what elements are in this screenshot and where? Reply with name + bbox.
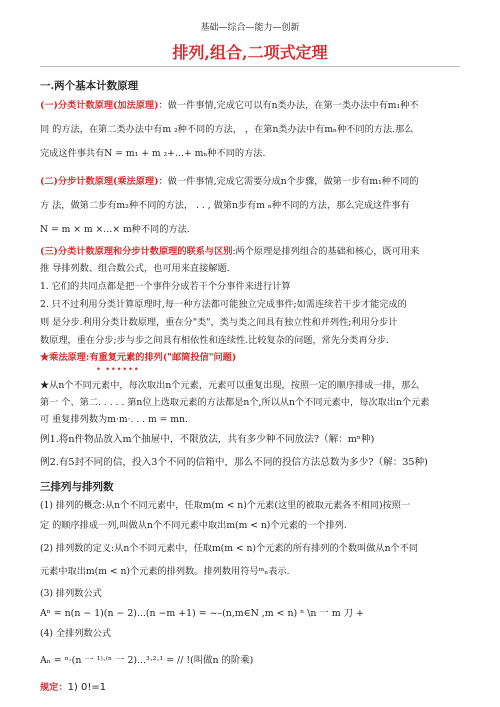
text: ：做一件事情,完成它需要分成n个步骤，做第一步有m₁种不同的 — [158, 176, 419, 187]
paragraph-line — [40, 176, 419, 188]
paragraph-line: N = m × m ×…× m种不同的方法. — [40, 224, 190, 235]
paragraph-line: 方 法，做第二步有m₂种不同的方法， . . , 做第n步有m ₙ种不同的方法，那么完成这件事有 — [40, 200, 410, 211]
formula: Aₙ = ⁿ·(n 一 ¹⁾·⁽ⁿ 一 2)...³·²·¹ = // !(叫做n 的阶乘) — [40, 655, 254, 666]
text: :两个原理是排列组合的基础和核心，既可用来 — [232, 246, 420, 257]
paragraph-line: 定 的顺序排成一列,叫做从n个不同元素中取出m(m < n)个元素的一个排列. — [40, 520, 347, 531]
term-label: (一)分类计数原理(加法原理) — [40, 100, 159, 111]
section-heading: 三排列与排列数 — [40, 481, 114, 493]
paragraph-line: 可 重复排列数为m·m·. . . m = mn. — [40, 414, 188, 425]
paragraph-line: 元素中取出m(m < n)个元素的排列数。排列数用符号ᵐₙ表示. — [40, 566, 290, 577]
example-line: 例2.有5封不同的信，投入3个不同的信箱中，那么不同的投信方法总数为多少?（解：35种) — [40, 457, 428, 468]
paragraph-line: (3) 排列数公式 — [40, 588, 102, 599]
kicker: 基础—综合—能力—创新 — [200, 23, 300, 33]
paragraph-line: 第一 个、第二. . . . . 第n位上选取元素的方法都是n个,所以从n个不同元素中，每次取出n个元素 — [40, 397, 430, 408]
paragraph-line: 1. 它们的共同点都是把一个事件分成若干个分事件来进行计算 — [40, 281, 291, 292]
term-label: (二)分步计数原理(乘法原理) — [40, 176, 159, 187]
formula: Aⁿ = n(n − 1)(n − 2)...(n −m +1) = ~–(n,m∈N ,m < n) ⁿ \n 一 m 刀 + — [40, 608, 364, 619]
title-rule — [40, 66, 460, 67]
emphasis-dots: • •••••• — [96, 365, 140, 374]
term-label: (三)分类计数原理和分步计数原理的联系与区别 — [40, 246, 233, 257]
rule-label: 规定： — [40, 682, 68, 693]
paragraph-line: 同 的方法，在第二类办法中有m ₂种不同的方法， ，在第n类办法中有mₙ种不同的方法.那么 — [40, 124, 414, 135]
rule-line — [40, 682, 106, 694]
paragraph-line: 2. 只不过利用分类计算原理时,每一种方法都可能独立完成事件;如需连续若干步才能完成的 — [40, 299, 407, 310]
paragraph-line — [40, 246, 419, 258]
section-heading: 一.两个基本计数原理 — [40, 80, 139, 92]
paragraph-line: 则 是分步.利用分类计数原理，重在分"类"，类与类之间具有独立性和并列性;利用分步计 — [40, 317, 398, 328]
rule-value: 1) 0!=1 — [67, 682, 107, 693]
paragraph-line: (1) 排列的概念:从n个不同元素中，任取m(m < n)个元素(这里的被取元素各不相同)按照一 — [40, 500, 411, 511]
example-line: 例1.将n件物品放入m个抽屉中，不限放法，共有多少种不同放法?（解：mⁿ种) — [40, 434, 375, 445]
paragraph-line: 推 导排列数、组合数公式，也可用来直接解题. — [40, 263, 230, 274]
paragraph-line: 数原理，重在分步;步与步之间具有相依性和连续性.比较复杂的问题，常先分类再分步. — [40, 335, 389, 346]
paragraph-line: (4) 全排列数公式 — [40, 628, 112, 639]
paragraph-line — [40, 100, 419, 112]
paragraph-line: ★从n个不同元素中，每次取出n个元素，元素可以重复出现，按照一定的顺序排成一排，那么 — [40, 380, 420, 391]
paragraph-line: (2) 排列数的定义:从n个不同元素中，任取m(m < n)个元素的所有排列的个数叫做从n个不同 — [40, 543, 419, 554]
paragraph-line: 完成这件事共有N = m₁ + m ₂+…+ mₙ种不同的方法. — [40, 148, 266, 159]
page-title: 排列,组合,二项式定理 — [172, 43, 328, 62]
subsection-heading: ★乘法原理:有重复元素的排列("邮筒投信"问题) — [40, 352, 237, 363]
text: ：做一件事情,完成它可以有n类办法，在第一类办法中有m₁种不 — [158, 100, 419, 111]
